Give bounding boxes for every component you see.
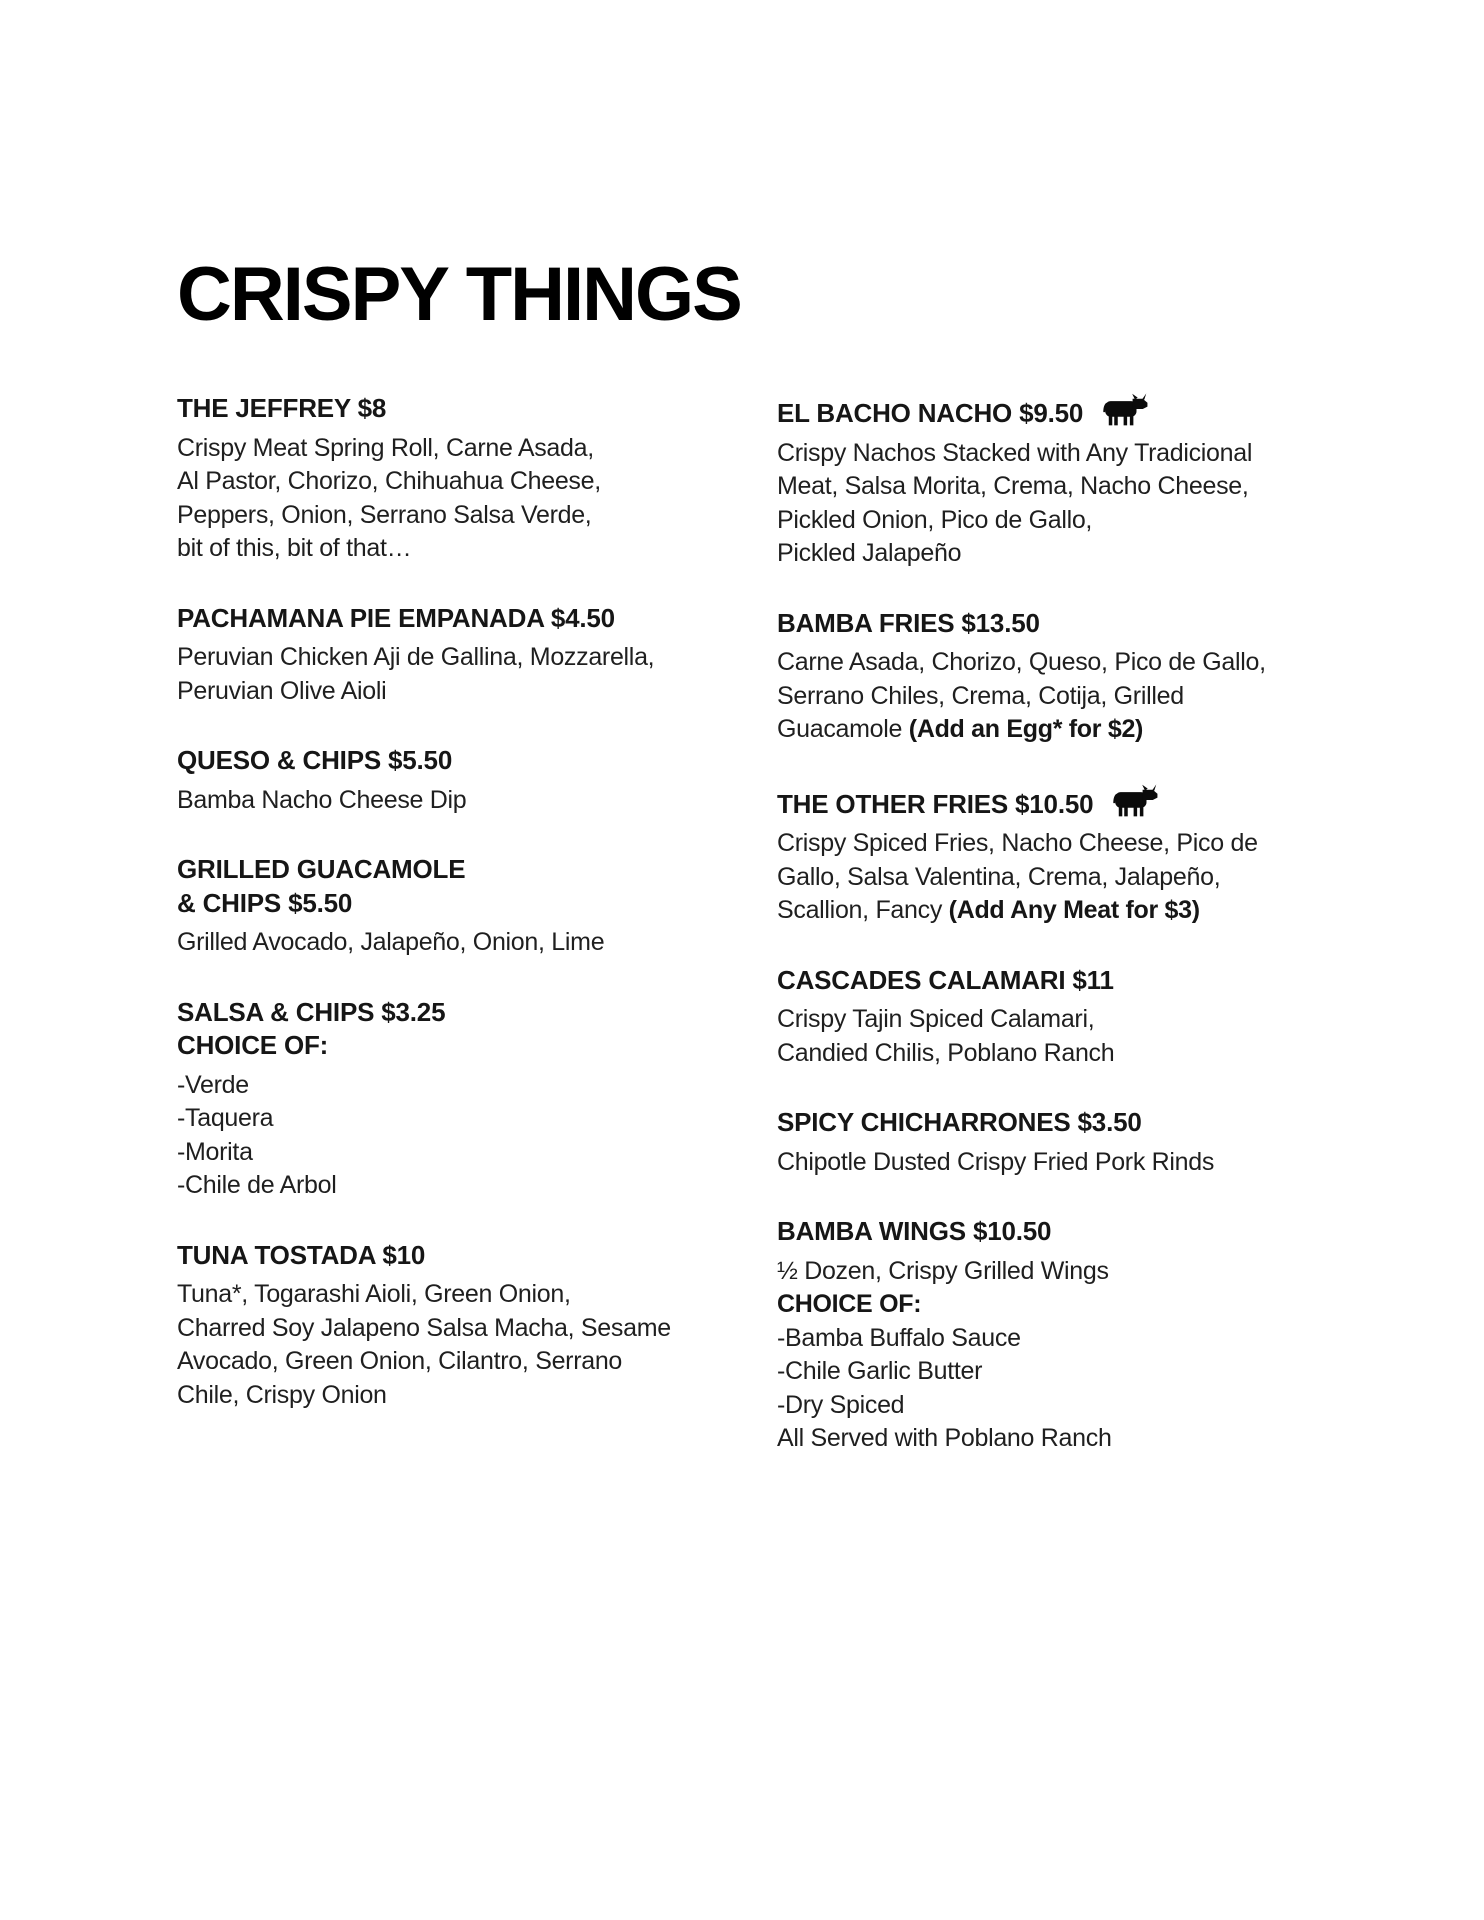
description-line: Grilled Avocado, Jalapeño, Onion, Lime [177,928,605,956]
description-text: Guacamole [777,715,909,743]
item-name-price: SALSA & CHIPS $3.25 [177,996,446,1027]
option-line: -Dry Spiced [777,1390,905,1419]
description-line: Serrano Chiles, Crema, Cotija, Grilled [777,681,1184,710]
item-name-price: & CHIPS $5.50 [177,887,353,918]
description-line: Chile, Crispy Onion [177,1380,387,1409]
description-line: Al Pastor, Chorizo, Chihuahua Cheese, [177,467,601,495]
item-heading-text: THE OTHER FRIES $10.50 [777,788,1094,819]
menu-item-the-jeffrey [177,392,777,566]
item-name-price: SPICY CHICHARRONES $3.50 [777,1107,1142,1137]
menu-item-spicy-chicharrones [777,1106,1444,1179]
option-line: -Chile Garlic Butter [777,1357,983,1385]
item-heading [777,783,1444,822]
description-line: Gallo, Salsa Valentina, Crema, Jalapeño, [777,862,1221,891]
menu-item-tuna-tostada [177,1239,777,1413]
item-name-price: THE JEFFREY $8 [177,393,387,423]
option-line: -Taquera [177,1104,274,1132]
description-line: Crispy Nachos Stacked with Any Tradicional [777,438,1253,467]
item-heading [777,1215,1444,1249]
item-heading [777,607,1444,641]
description-line: Pickled Onion, Pico de Gallo, [777,505,1093,534]
description-line: Chipotle Dusted Crispy Fried Pork Rinds [777,1147,1215,1176]
description-line: Peppers, Onion, Serrano Salsa Verde, [177,500,592,529]
item-heading [177,392,777,426]
menu-item-salsa-and-chips [177,996,777,1203]
item-name-price [777,392,1444,431]
option-line: -Chile de Arbol [177,1171,337,1199]
item-name-price: BAMBA WINGS $10.50 [777,1216,1052,1246]
menu-item-cascades-calamari [777,964,1444,1071]
item-name-price: TUNA TOSTADA $10 [177,1239,426,1270]
description-line: Carne Asada, Chorizo, Queso, Pico de Gallo, [777,648,1266,676]
description-line: ½ Dozen, Crispy Grilled Wings [777,1256,1109,1285]
description-line: All Served with Poblano Ranch [777,1424,1112,1452]
description-line: bit of this, bit of that… [177,534,412,562]
description-line: Tuna*, Togarashi Aioli, Green Onion, [177,1280,571,1308]
item-name-price: BAMBA FRIES $13.50 [777,607,1040,638]
description-line: Avocado, Green Onion, Cilantro, Serrano [177,1347,623,1375]
description-line [777,894,1444,928]
description-line: Charred Soy Jalapeno Salsa Macha, Sesame [177,1313,671,1342]
item-heading [177,744,777,778]
cow-icon [1099,392,1149,429]
item-heading [177,996,777,1063]
item-name-price: PACHAMANA PIE EMPANADA $4.50 [177,602,615,633]
item-heading [177,853,777,920]
description-line: Bamba Nacho Cheese Dip [177,785,467,814]
choice-of-label: CHOICE OF: [177,1030,329,1060]
description-line: Meat, Salsa Morita, Crema, Nacho Cheese, [777,472,1249,500]
page-title: CRISPY THINGS [177,252,741,337]
description-text: Scallion, Fancy [777,896,949,924]
description-line: Pickled Jalapeño [777,539,962,567]
item-name-price: QUESO & CHIPS $5.50 [177,745,453,775]
menu-columns [177,392,1444,1492]
menu-item-grilled-guacamole-and-chips [177,853,777,960]
description-line: Crispy Tajin Spiced Calamari, [777,1005,1095,1033]
menu-item-bamba-wings [777,1215,1444,1456]
choice-of-label: CHOICE OF: [777,1290,922,1318]
item-heading [777,392,1444,431]
option-line: -Morita [177,1137,253,1166]
item-name-price [777,783,1444,822]
menu-item-the-other-fries [777,783,1444,928]
menu-item-queso-and-chips [177,744,777,817]
description-line: Peruvian Chicken Aji de Gallina, Mozzarella, [177,643,655,671]
description-line: Crispy Spiced Fries, Nacho Cheese, Pico de [777,829,1258,857]
item-heading [777,1106,1444,1140]
right-column [777,392,1444,1492]
description-line: Crispy Meat Spring Roll, Carne Asada, [177,433,594,462]
cow-icon [1109,783,1159,820]
description-line [777,713,1444,747]
addon-note: (Add an Egg* for $2) [908,715,1144,743]
item-heading-text: EL BACHO NACHO $9.50 [777,398,1084,428]
item-heading [177,602,777,636]
addon-note: (Add Any Meat for $3) [948,896,1200,924]
item-heading [777,964,1444,998]
menu-item-el-bacho-nacho [777,392,1444,571]
menu-item-pachamana-pie-empanada [177,602,777,709]
item-heading [177,1239,777,1273]
item-name: GRILLED GUACAMOLE [177,854,466,884]
menu-item-bamba-fries [777,607,1444,747]
left-column [177,392,777,1448]
option-line: -Bamba Buffalo Sauce [777,1323,1021,1352]
option-line: -Verde [177,1070,249,1099]
description-line: Candied Chilis, Poblano Ranch [777,1038,1115,1067]
item-name-price: CASCADES CALAMARI $11 [777,964,1114,995]
description-line: Peruvian Olive Aioli [177,676,387,705]
